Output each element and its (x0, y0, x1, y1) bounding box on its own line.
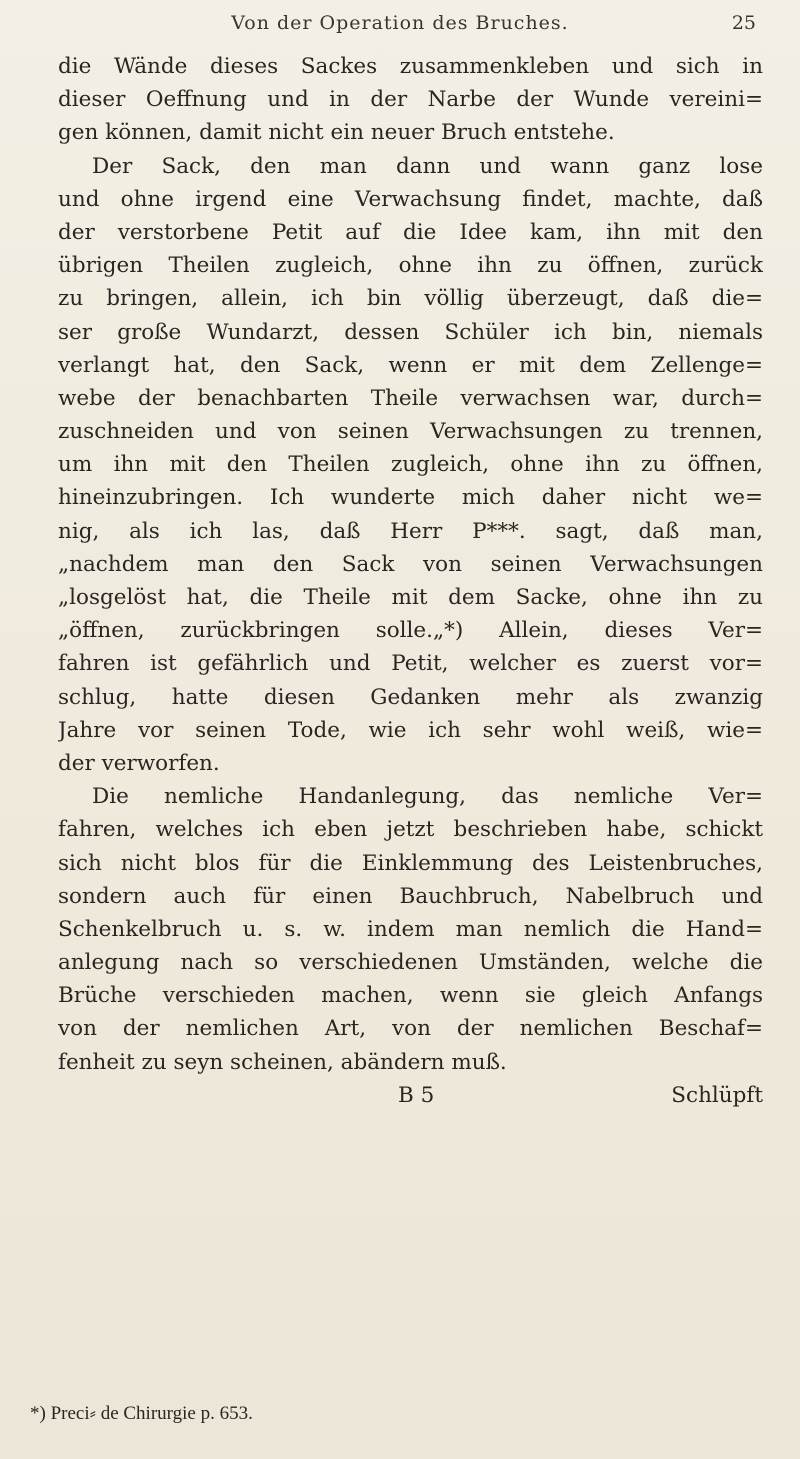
running-head (0, 8, 800, 38)
text-line: gen können, damit nicht ein neuer Bruch entstehe. (58, 120, 615, 146)
signature-row (58, 1079, 763, 1112)
text-line: schlug, hatte diesen Gedanken mehr als zwanzig (58, 684, 763, 710)
text-line: fahren, welches ich eben jetzt beschrieben habe, schickt (58, 817, 763, 843)
text-line: nig, als ich las, daß Herr P***. sagt, daß man, (58, 518, 763, 544)
text-line: Schenkelbruch u. s. w. indem man nemlich die Hand= (58, 916, 763, 942)
catchword: Schlüpft (671, 1082, 763, 1108)
text-line: um ihn mit den Theilen zugleich, ohne ihn zu öffnen, (58, 452, 763, 478)
text-line: „nachdem man den Sack von seinen Verwachsungen (58, 551, 763, 577)
running-title: Von der Operation des Bruches. (231, 12, 569, 34)
text-line: und ohne irgend eine Verwachsung findet, machte, daß (58, 186, 763, 212)
text-line: Jahre vor seinen Tode, wie ich sehr wohl weiß, wie= (58, 717, 763, 743)
page-number: 25 (731, 12, 756, 34)
text-line: fenheit zu seyn scheinen, abändern muß. (58, 1049, 507, 1075)
text-line: Die nemliche Handanlegung, das nemliche Ver= (92, 784, 763, 810)
signature-mark: B 5 (398, 1082, 435, 1108)
text-line: verlangt hat, den Sack, wenn er mit dem Zellenge= (58, 352, 763, 378)
text-line: ser große Wundarzt, dessen Schüler ich bin, niemals (58, 319, 763, 345)
text-line: die Wände dieses Sackes zusammenkleben und sich in (58, 54, 763, 79)
body-text (58, 50, 763, 1112)
footnote: *) Preci⸗ de Chirurgie p. 653. (30, 1403, 253, 1424)
text-line: Der Sack, den man dann und wann ganz lose (92, 153, 763, 179)
text-line: Brüche verschieden machen, wenn sie gleich Anfangs (58, 983, 763, 1009)
text-line: fahren ist gefährlich und Petit, welcher es zuerst vor= (58, 651, 763, 677)
text-line: hineinzubringen. Ich wunderte mich daher nicht we= (58, 485, 763, 511)
text-line: anlegung nach so verschiedenen Umständen, welche die (58, 950, 763, 976)
text-line: „losgelöst hat, die Theile mit dem Sacke, ohne ihn zu (58, 585, 763, 610)
text-line: sich nicht blos für die Einklemmung des Leistenbruches, (58, 850, 763, 876)
text-line: zu bringen, allein, ich bin völlig überzeugt, daß die= (58, 286, 763, 312)
text-line: sondern auch für einen Bauchbruch, Nabelbruch und (58, 883, 763, 909)
text-line: der verworfen. (58, 750, 220, 776)
text-line: der verstorbene Petit auf die Idee kam, ihn mit den (58, 219, 763, 245)
text-line: übrigen Theilen zugleich, ohne ihn zu öffnen, zurück (58, 253, 763, 279)
text-line: zuschneiden und von seinen Verwachsungen zu trennen, (58, 419, 763, 445)
text-line: „öffnen, zurückbringen solle.„*) Allein, dieses Ver= (58, 618, 763, 644)
text-line: dieser Oeffnung und in der Narbe der Wunde vereini= (58, 87, 763, 113)
text-line: von der nemlichen Art, von der nemlichen Beschaf= (58, 1016, 763, 1042)
text-line: webe der benachbarten Theile verwachsen war, durch= (58, 385, 763, 411)
